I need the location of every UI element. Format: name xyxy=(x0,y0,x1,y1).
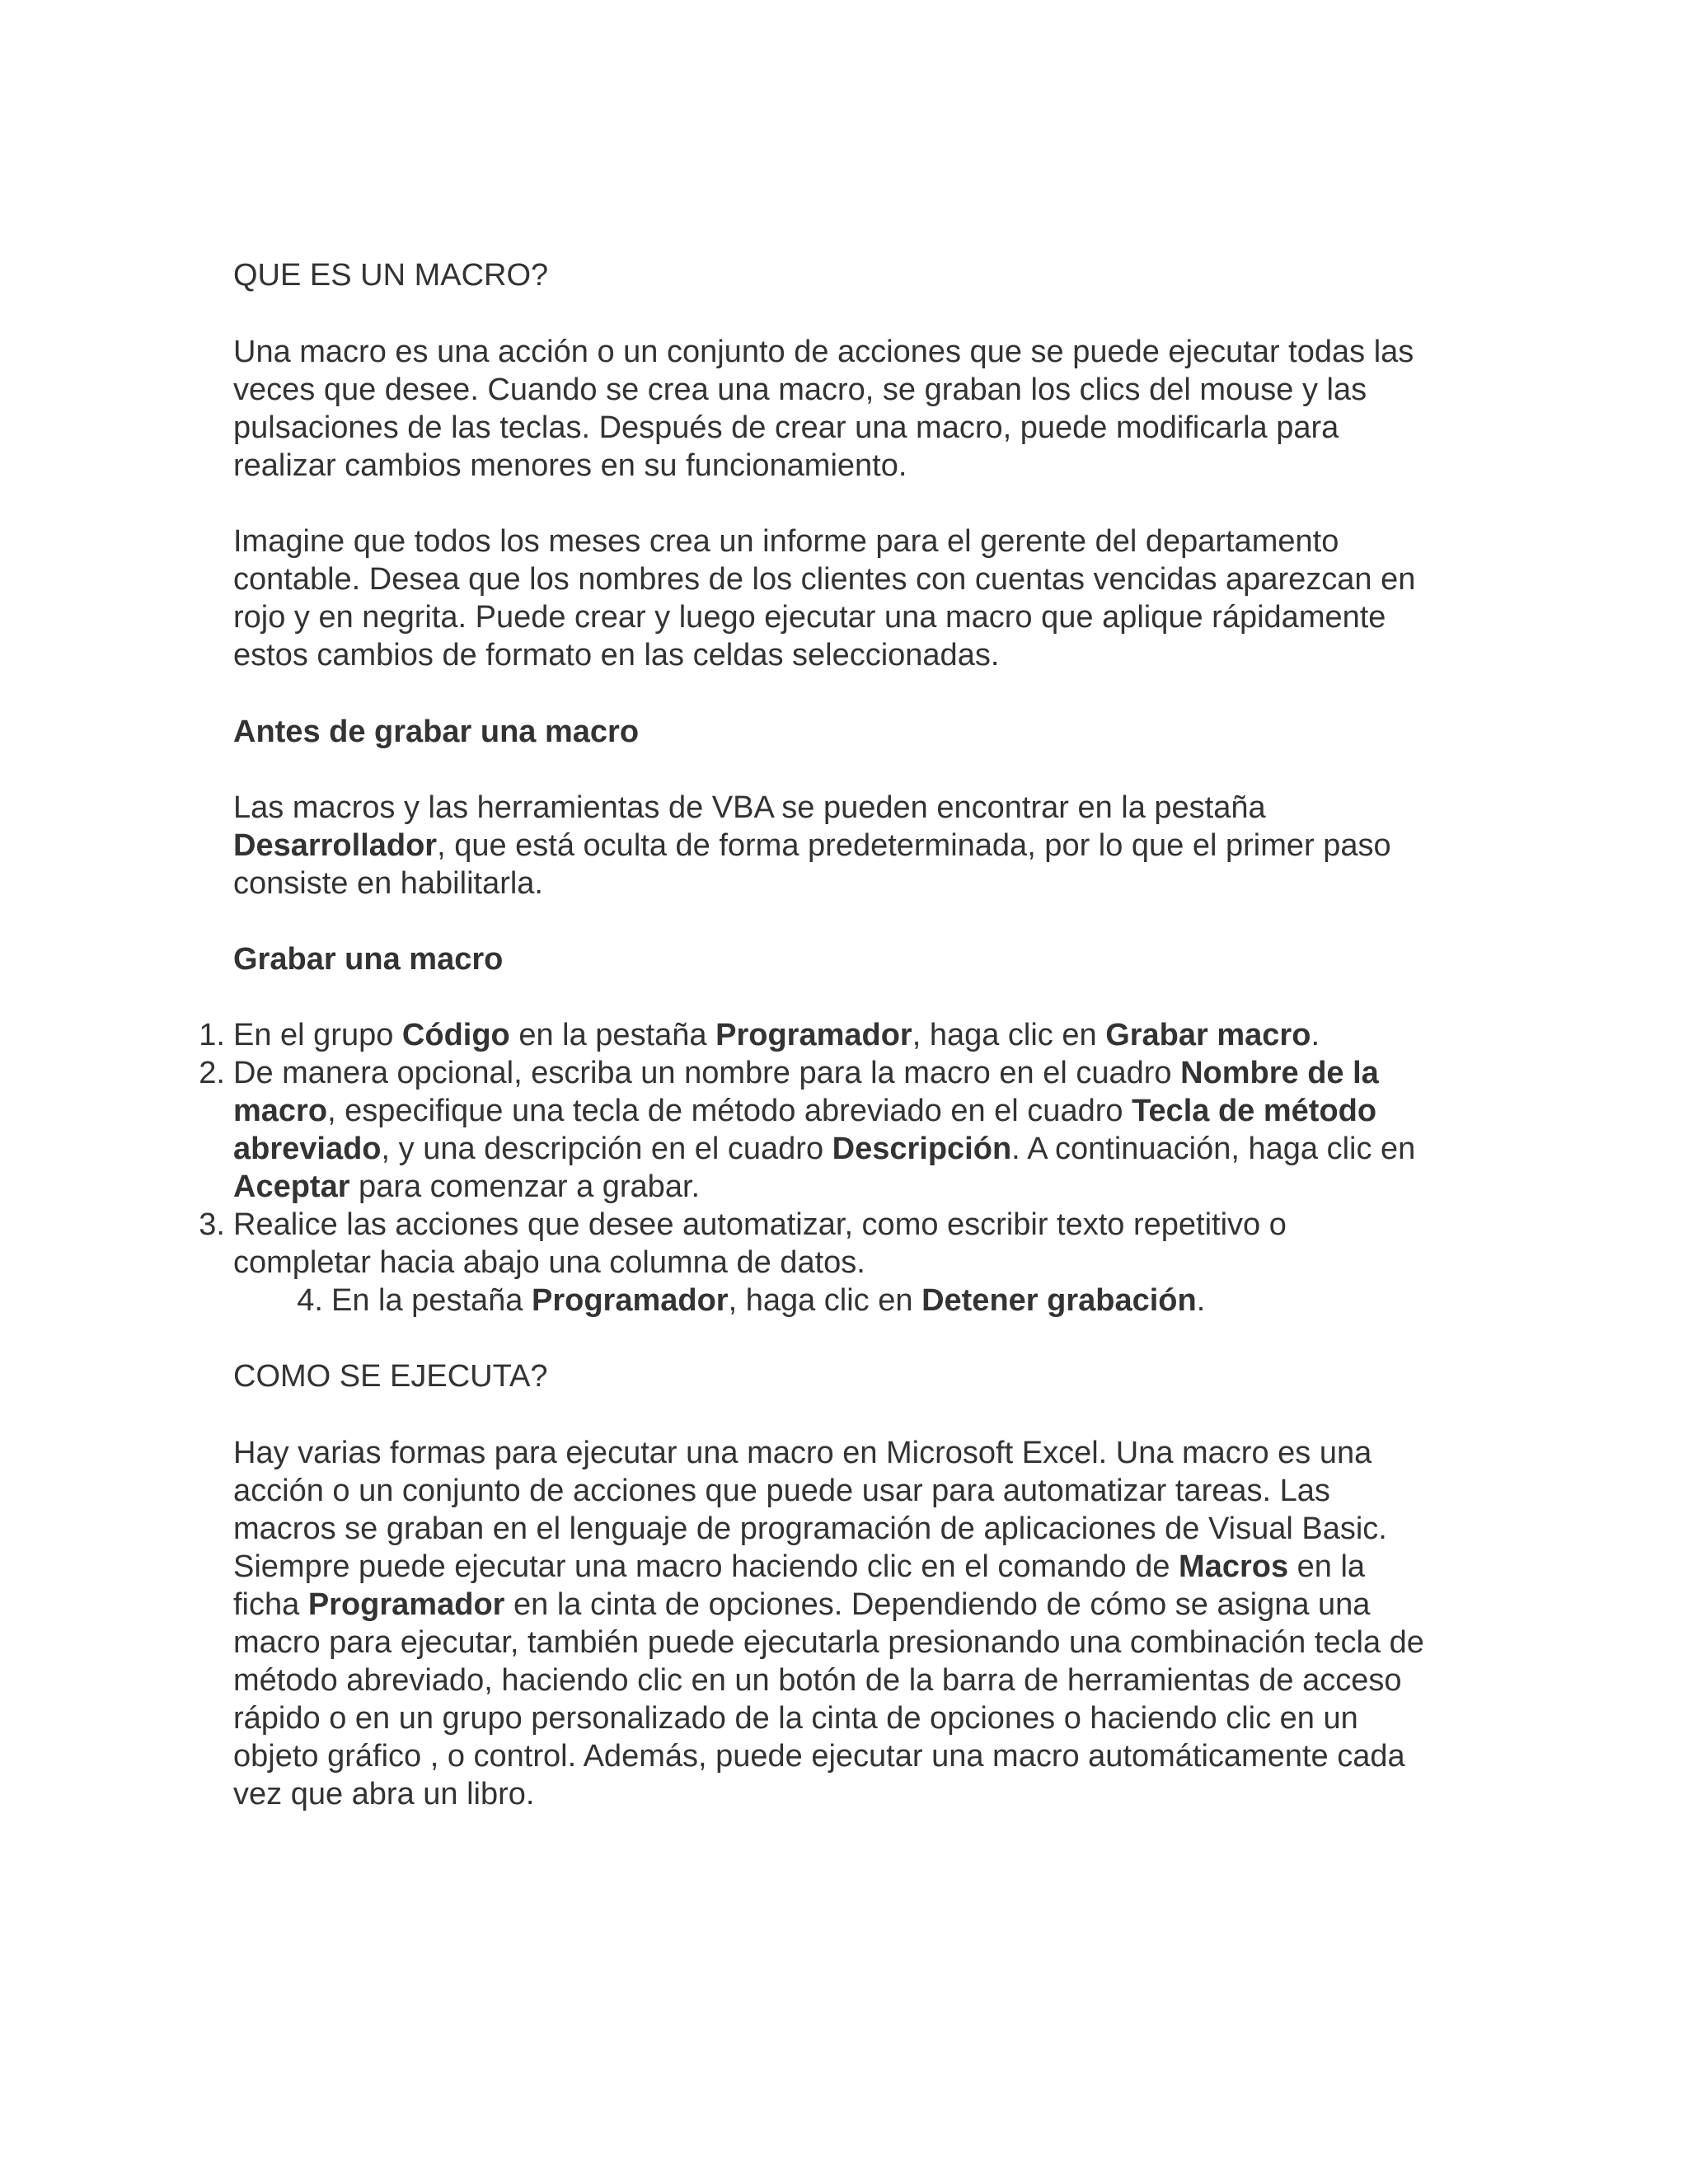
step2-bold-aceptar: Aceptar xyxy=(233,1169,350,1204)
list-item-text xyxy=(331,1282,1551,1319)
list-item-number: 4. xyxy=(297,1283,323,1318)
list-item xyxy=(297,1282,1551,1319)
step2-text-2: , especifique una tecla de método abreviado en el cuadro xyxy=(327,1094,1132,1128)
run-text-2: en la ficha xyxy=(233,1549,1366,1622)
step2-bold-tecla: Tecla de método abreviado xyxy=(233,1094,1377,1166)
section-heading-record-macro: Grabar una macro xyxy=(233,942,504,977)
step4-text-3: . xyxy=(1196,1283,1206,1318)
before-bold-desarrollador: Desarrollador xyxy=(233,828,438,863)
step1-bold-grabar-macro: Grabar macro xyxy=(1105,1018,1311,1052)
list-item-text xyxy=(233,1016,1453,1054)
step4-text-2: , haga clic en xyxy=(728,1283,922,1318)
list-item-number: 3. xyxy=(199,1207,225,1242)
intro-paragraph-1: Una macro es una acción o un conjunto de acciones que se puede ejecutar todas las veces que desee. Cuando se crea una macro, se graban los clics del mouse y las pulsaciones de las teclas. Después de crear una macro, puede modificarla para realizar cambios menores en su funcionamiento. xyxy=(233,335,1414,483)
how-to-run-paragraph xyxy=(233,1434,1437,1813)
step1-text-3: , haga clic en xyxy=(912,1018,1106,1052)
step1-bold-programador: Programador xyxy=(715,1018,912,1052)
step2-text-3: , y una descripción en el cuadro xyxy=(381,1132,832,1166)
section-title-what-is-macro: QUE ES UN MACRO? xyxy=(233,258,549,293)
step4-text-1: En la pestaña xyxy=(331,1283,532,1318)
step1-text-1: En el grupo xyxy=(233,1018,402,1052)
step2-text-5: para comenzar a grabar. xyxy=(349,1169,701,1204)
run-text-1: Hay varias formas para ejecutar una macro en Microsoft Excel. Una macro es una acción o un conjunto de acciones que puede usar para automatizar tareas. Las macros se graban en el lenguaje de programación de aplicaciones de Visual Basic. Siempre puede ejecutar una macro haciendo clic en el comando de xyxy=(233,1436,1387,1584)
step2-bold-descripcion: Descripción xyxy=(832,1132,1012,1166)
list-item-text xyxy=(233,1054,1445,1206)
list-item-text: Realice las acciones que desee automatizar, como escribir texto repetitivo o completar hacia abajo una columna de datos. xyxy=(233,1207,1287,1280)
list-item-number: 2. xyxy=(199,1056,225,1090)
step2-bold-nombre: Nombre de la macro xyxy=(233,1056,1379,1128)
list-item-number: 1. xyxy=(199,1018,225,1052)
section-heading-how-to-run: COMO SE EJECUTA? xyxy=(233,1359,548,1394)
run-bold-programador: Programador xyxy=(307,1587,505,1622)
section-heading-before-recording: Antes de grabar una macro xyxy=(233,715,640,749)
list-item xyxy=(199,1206,1387,1282)
step1-text-2: en la pestaña xyxy=(509,1018,716,1052)
step4-bold-programador: Programador xyxy=(531,1283,729,1318)
step4-bold-detener: Detener grabación xyxy=(921,1283,1197,1318)
step2-text-1: De manera opcional, escriba un nombre para la macro en el cuadro xyxy=(233,1056,1181,1090)
list-item xyxy=(199,1054,1445,1206)
before-text-1: Las macros y las herramientas de VBA se pueden encontrar en la pestaña xyxy=(233,790,1266,825)
run-text-3: en la cinta de opciones. Dependiendo de cómo se asigna una macro para ejecutar, también puede ejecutarla presionando una combinación tecla de método abreviado, haciendo clic en un botón de la barra de herramientas de acceso rápido o en un grupo personalizado de la cinta de opciones o haciendo clic en un objeto gráfico , o control. Además, puede ejecutar una macro automáticamente cada vez que abra un libro. xyxy=(233,1587,1424,1811)
before-text-2: , que está oculta de forma predeterminada, por lo que el primer paso consiste en habilitarla. xyxy=(233,828,1391,901)
intro-paragraph-2: Imagine que todos los meses crea un informe para el gerente del departamento contable. Desea que los nombres de los clientes con cuentas vencidas aparezcan en rojo y en negrita. Puede crear y luego ejecutar una macro que aplique rápidamente estos cambios de formato en las celdas seleccionadas. xyxy=(233,524,1416,673)
step2-text-4: . A continuación, haga clic en xyxy=(1011,1132,1416,1166)
list-item xyxy=(199,1016,1453,1054)
before-recording-paragraph xyxy=(233,789,1424,902)
run-bold-macros: Macros xyxy=(1179,1549,1289,1584)
step1-text-4: . xyxy=(1311,1018,1320,1052)
step1-bold-codigo: Código xyxy=(401,1018,510,1052)
